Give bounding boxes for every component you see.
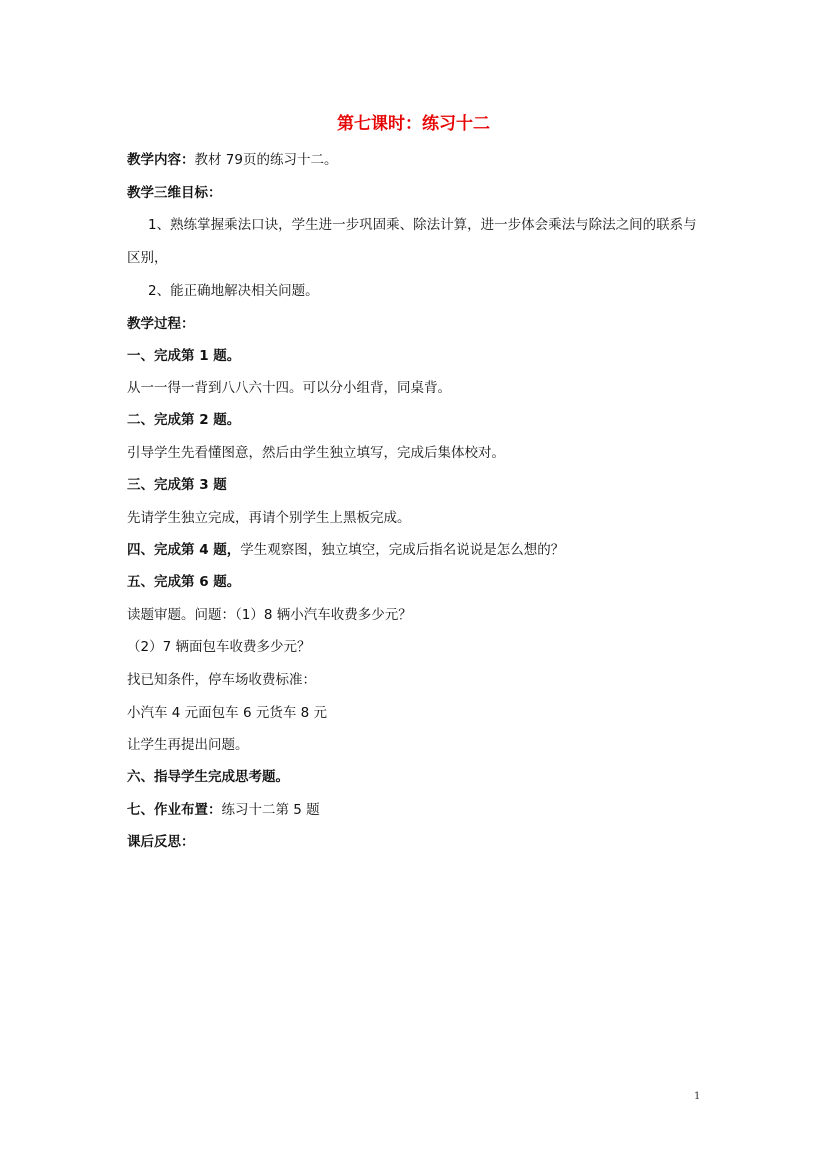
- step-7-line: [127, 800, 320, 820]
- goals-heading: 教学三维目标：: [127, 185, 222, 201]
- page-number: 1: [694, 1091, 701, 1102]
- step-5-title: 五、完成第 6 题。: [127, 574, 241, 590]
- step-5-fees: 小汽车 4 元面包车 6 元货车 8 元: [127, 705, 328, 721]
- step-6-title: 六、指导学生完成思考题。: [127, 769, 289, 785]
- step-5-question-1: 读题审题。问题：（1）8 辆小汽车收费多少元？: [127, 607, 412, 623]
- content-text: 教材 79页的练习十二。: [194, 152, 338, 168]
- page-title: 第七课时：练习十二: [337, 114, 490, 134]
- step-2-text: 引导学生先看懂图意，然后由学生独立填写，完成后集体校对。: [127, 445, 505, 461]
- step-2-title: 二、完成第 2 题。: [127, 412, 241, 428]
- step-4-text: 学生观察图，独立填空，完成后指名说说是怎么想的？: [240, 542, 565, 558]
- step-1-text: 从一一得一背到八八六十四。可以分小组背，同桌背。: [127, 380, 451, 396]
- step-5-question-2: （2）7 辆面包车收费多少元？: [127, 639, 311, 655]
- step-5-ask: 让学生再提出问题。: [127, 737, 249, 753]
- step-5-conditions: 找已知条件，停车场收费标准：: [127, 672, 316, 688]
- content-line: [127, 150, 337, 170]
- step-7-text: 练习十二第 5 题: [221, 802, 320, 818]
- goal-2: 2、能正确地解决相关问题。: [148, 283, 319, 299]
- content-label: 教学内容：: [127, 152, 195, 168]
- step-1-title: 一、完成第 1 题。: [127, 348, 241, 364]
- step-3-title: 三、完成第 3 题: [127, 477, 227, 493]
- step-3-text: 先请学生独立完成，再请个别学生上黑板完成。: [127, 510, 411, 526]
- goal-1: 1、熟练掌握乘法口诀，学生进一步巩固乘、除法计算，进一步体会乘法与除法之间的联系与区别，: [127, 217, 697, 266]
- step-7-title: 七、作业布置：: [127, 802, 222, 818]
- step-4-line: [127, 540, 564, 560]
- step-4-title: 四、完成第 4 题，: [127, 542, 241, 558]
- process-heading: 教学过程：: [127, 316, 195, 332]
- reflection-heading: 课后反思：: [127, 834, 195, 850]
